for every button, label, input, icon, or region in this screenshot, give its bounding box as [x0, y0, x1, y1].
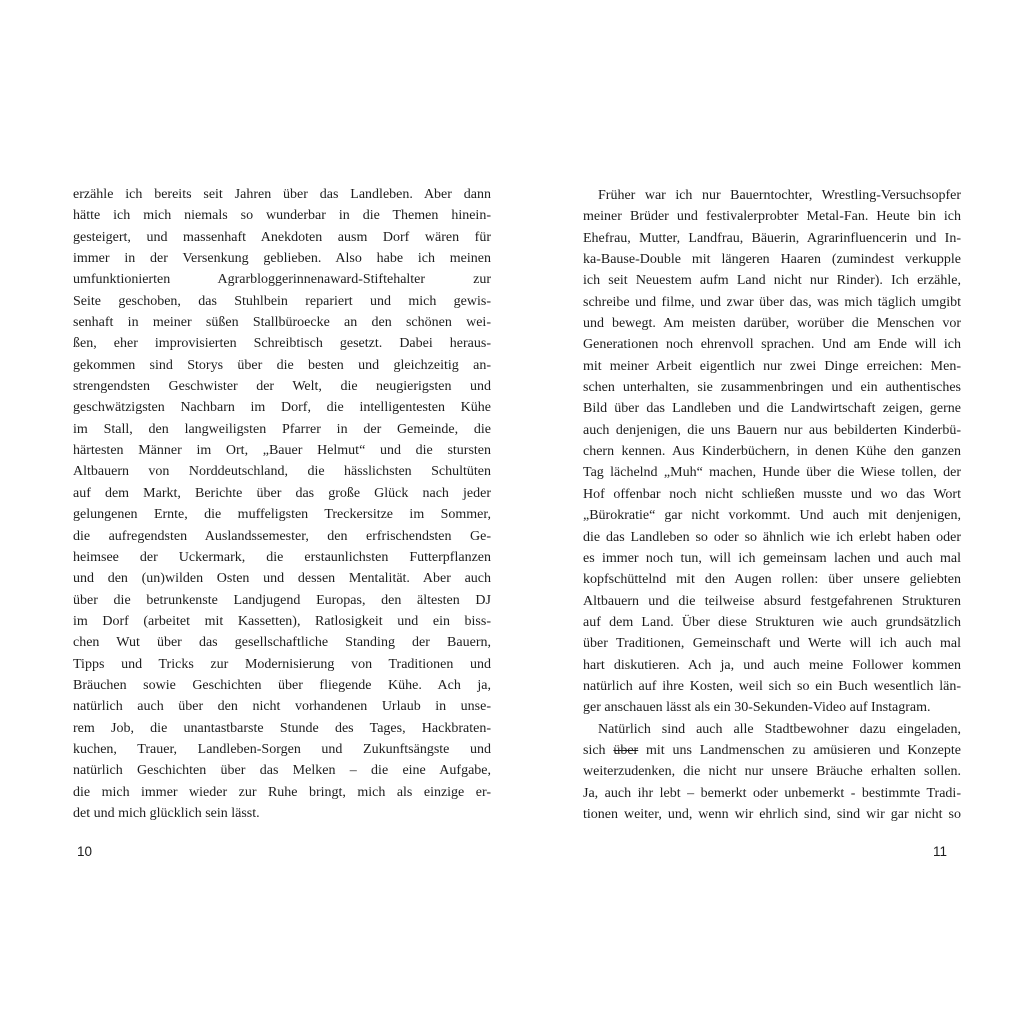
struck-word: über — [613, 742, 639, 758]
text-line: Früher war ich nur Bauerntochter, Wrestling-Versuchsopfer — [598, 188, 961, 203]
text-line: härtesten Männer im Ort, „Bauer Helmut“ und die stursten — [73, 443, 491, 459]
text-line — [583, 740, 961, 761]
text-line: Ja, auch ihr lebt – bemerkt oder unbemerkt - bestimmte Tradi- — [583, 785, 961, 801]
text-line: im Dorf (arbeitet mit Kassetten), Ratlosigkeit und ein biss- — [73, 613, 491, 629]
text-line: det und mich glücklich sein lässt. — [73, 805, 260, 821]
text-line: meiner Brüder und festivalerprobter Metal-Fan. Heute bin ich — [583, 209, 961, 225]
text-line: weiterzudenken, die nicht nur unsere Bräuche erhalten sollen. — [583, 764, 961, 780]
text-line: Bild über das Landleben und die Landwirtschaft zeigen, gerne — [583, 401, 961, 417]
text-line: über die betrunkenste Landjugend Europas, den ältesten DJ — [73, 592, 491, 608]
text-line: gesteigert, und massenhaft Anekdoten ausm Dorf wären für — [73, 229, 491, 245]
text-line: ger anschauen lässt als ein 30-Sekunden-Video auf Instagram. — [583, 700, 931, 716]
text-line: auch denjenigen, die uns Bauern nur aus bebilderten Kinderbü- — [583, 422, 961, 438]
text-line: im Stall, den langweiligsten Pfarrer in der Gemeinde, die — [73, 421, 491, 437]
text-line: kuchen, Trauer, Landleben-Sorgen und Zukunftsängste und — [73, 741, 491, 757]
text-line: hätte ich mich niemals so wunderbar in die Themen hinein- — [73, 208, 491, 224]
text-line: strengendsten Geschwister der Welt, die neugierigsten und — [73, 379, 491, 395]
text-line: die das Landleben so oder so ähnlich wie ich erlebt haben oder — [583, 529, 961, 545]
page-number-left: 10 — [77, 844, 93, 859]
text-line: tionen weiter, und, wenn wir ehrlich sind, sind wir gar nicht so — [583, 806, 961, 822]
text-line: die mich immer wieder zur Ruhe bringt, mich als einzige er- — [73, 784, 491, 800]
text-line: Generationen noch ehrenvoll sprachen. Und am Ende will ich — [583, 337, 961, 353]
text-line: über Traditionen, Gemeinschaft und Werte will ich auch mal — [583, 636, 961, 652]
text-line: heimsee der Uckermark, die erstaunlichsten Futterpflanzen — [73, 549, 491, 565]
text-line: auf dem Markt, Berichte über das große Glück nach jeder — [73, 485, 491, 501]
text-line: immer in der Versenkung geblieben. Also habe ich meinen — [73, 251, 491, 267]
text-line: gekommen sind Storys über die besten und gleichzeitig an- — [73, 357, 491, 373]
text-line: ka-Bause-Double mit längeren Haaren (zumindest verkupple — [583, 252, 961, 268]
text-segment: sich — [583, 742, 614, 758]
text-line: Altbauern von Norddeutschland, die hässlichsten Schultüten — [73, 464, 491, 480]
text-line: umfunktionierten Agrarbloggerinnenaward-Stiftehalter zur — [73, 272, 491, 288]
text-line: und den (un)wilden Osten und dessen Mentalität. Aber auch — [73, 571, 491, 587]
text-line: natürlich auch über den nicht vorhandenen Urlaub in unse- — [73, 699, 491, 715]
right-page-lines — [583, 185, 961, 825]
text-line: schen unterhalten, sie zusammenbringen und ein authentisches — [583, 380, 961, 396]
text-line: kopfschüttelnd mit den Augen rollen: über unsere geliebten — [583, 572, 961, 588]
text-line: Seite geschoben, das Stuhlbein repariert und mich gewis- — [73, 293, 491, 309]
text-line: die aufregendsten Auslandssemester, den erfrischendsten Ge- — [73, 528, 491, 544]
text-line: senhaft in meiner süßen Stallbüroecke an den schönen wei- — [73, 315, 491, 331]
text-line: chen Wut über das gesellschaftliche Standing der Bauern, — [73, 635, 491, 651]
text-line: natürlich auf ihre Kosten, weil sich so ein Buch wesentlich län- — [583, 678, 961, 694]
left-page-lines — [73, 184, 491, 824]
text-line: Altbauern und die teilweise absurd festgefahrenen Strukturen — [583, 593, 961, 609]
text-line: Bräuchen sowie Geschichten über fliegende Kühe. Ach ja, — [73, 677, 491, 693]
text-line: und bewegt. Am meisten darüber, worüber die Menschen vor — [583, 316, 961, 332]
text-line: hart diskutieren. Ach ja, und auch meine Follower kommen — [583, 657, 961, 673]
text-line: schreibe und filme, und zwar über das, was mich täglich umgibt — [583, 294, 961, 310]
text-line: rem Job, die unantastbarste Stunde des Tages, Hackbraten- — [73, 720, 491, 736]
text-line: ßen, eher improvisierten Schreibtisch gesetzt. Dabei heraus- — [73, 336, 491, 352]
text-line: ich seit Neuestem aufm Land nicht nur Rinder). Ich erzähle, — [583, 273, 961, 289]
text-line: auf dem Land. Über diese Strukturen wie auch grundsätzlich — [583, 614, 961, 630]
text-segment: mit uns Landmenschen zu amüsieren und Konzepte — [638, 742, 961, 758]
text-line: erzähle ich bereits seit Jahren über das Landleben. Aber dann — [73, 187, 491, 202]
text-line: geschwätzigsten Nachbarn im Dorf, die intelligentesten Kühe — [73, 400, 491, 416]
text-line: Ehefrau, Mutter, Landfrau, Bäuerin, Agrarinfluencerin und In- — [583, 230, 961, 246]
text-line: mit meiner Arbeit eigentlich nur zwei Dinge erreichen: Men- — [583, 358, 961, 374]
text-line: Natürlich sind auch alle Stadtbewohner dazu eingeladen, — [598, 721, 961, 737]
text-line: Hof offenbar noch nicht schließen musste und wo das Wort — [583, 486, 961, 502]
text-line: Tag lächelnd „Muh“ machen, Hunde über die Wiese tollen, der — [583, 465, 961, 481]
text-line: chern kennen. Aus Kinderbüchern, in denen Kühe den ganzen — [583, 444, 961, 460]
text-line: Tipps und Tricks zur Modernisierung von Traditionen und — [73, 656, 491, 672]
text-line: gelungenen Ernte, die muffeligsten Treckersitze im Sommer, — [73, 507, 491, 523]
page-number-right: 11 — [932, 844, 947, 859]
text-line: es immer noch tun, will ich gemeinsam lachen und auch mal — [583, 550, 961, 566]
text-line: natürlich Geschichten über das Melken – die eine Aufgabe, — [73, 763, 491, 779]
text-line: „Bürokratie“ gar nicht vorkommt. Und auch mit denjenigen, — [583, 508, 961, 524]
